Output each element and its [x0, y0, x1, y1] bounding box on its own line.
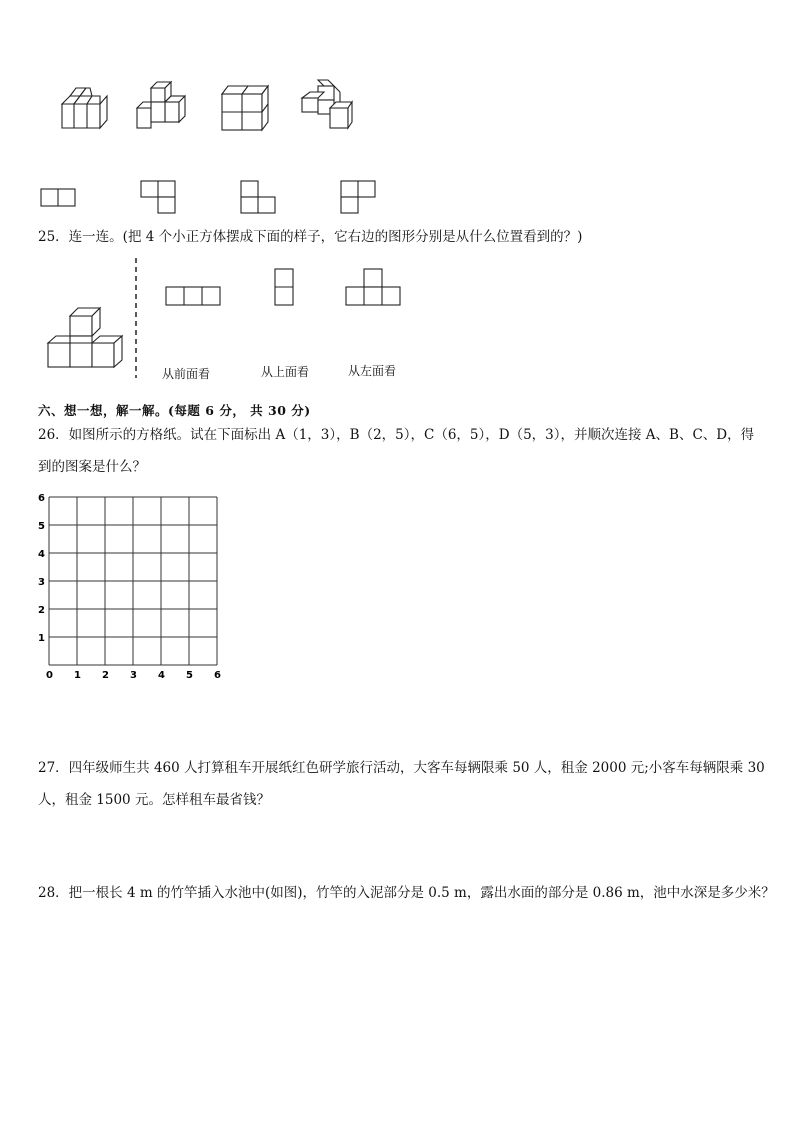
- label-top-view: 从上面看: [261, 365, 310, 379]
- view-shape-4: [340, 180, 380, 216]
- q25-view-left: [345, 268, 405, 308]
- x-tick-6: 6: [214, 670, 221, 681]
- label-left-view: 从左面看: [348, 364, 397, 378]
- y-tick-6: 6: [38, 493, 45, 504]
- view-shape-3: [240, 180, 280, 216]
- question-26-line2: 到的图案是什么？: [38, 459, 146, 475]
- q25-cube-stack: [46, 306, 126, 368]
- cube-figure-2: [135, 80, 195, 135]
- question-25-text: 25．连一连。(把 4 个小正方体摆成下面的样子，它右边的图形分别是从什么位置看到的？): [38, 229, 583, 245]
- x-tick-3: 3: [130, 670, 137, 681]
- coordinate-grid: [34, 490, 234, 682]
- y-tick-2: 2: [38, 605, 45, 616]
- x-tick-1: 1: [74, 670, 81, 681]
- x-tick-5: 5: [186, 670, 193, 681]
- dashed-divider: [134, 258, 138, 380]
- cube-figure-1: [52, 88, 112, 133]
- section-6-title: 六、想一想，解一解。(每题 6 分， 共 30 分): [38, 403, 311, 418]
- view-shape-2: [140, 180, 180, 216]
- x-tick-0: 0: [46, 670, 53, 681]
- cube-figure-3: [220, 84, 275, 132]
- question-26-line1: 26．如图所示的方格纸。试在下面标出 A（1，3），B（2，5），C（6，5），D（5，3），并顺次连接 A、B、C、D，得: [38, 427, 755, 443]
- question-28-text: 28．把一根长 4 m 的竹竿插入水池中(如图)，竹竿的入泥部分是 0.5 m，露出水面的部分是 0.86 m，池中水深是多少米？: [38, 885, 775, 901]
- y-tick-5: 5: [38, 521, 45, 532]
- label-front-view: 从前面看: [162, 367, 211, 381]
- view-shape-1: [40, 188, 80, 210]
- q25-view-front: [165, 286, 225, 308]
- question-27-line1: 27．四年级师生共 460 人打算租车开展纸红色研学旅行活动，大客车每辆限乘 50 人，租金 2000 元;小客车每辆限乘 30: [38, 760, 765, 776]
- cube-figure-4: [300, 78, 360, 133]
- x-tick-2: 2: [102, 670, 109, 681]
- y-tick-4: 4: [38, 549, 45, 560]
- y-tick-1: 1: [38, 633, 45, 644]
- q25-view-top: [274, 268, 298, 308]
- question-27-line2: 人，租金 1500 元。怎样租车最省钱？: [38, 792, 270, 808]
- x-tick-4: 4: [158, 670, 165, 681]
- y-tick-3: 3: [38, 577, 45, 588]
